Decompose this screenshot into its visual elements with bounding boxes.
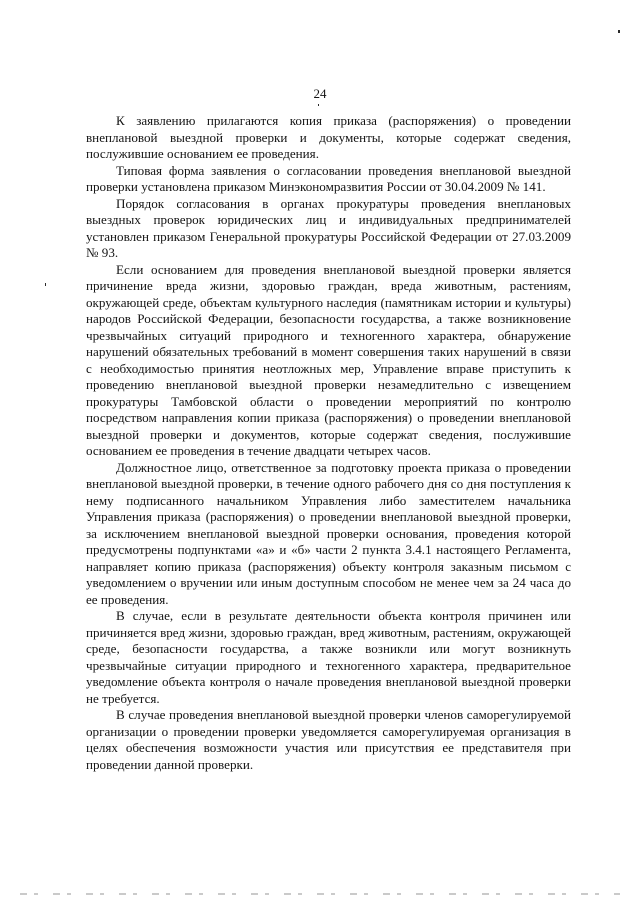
scan-speck xyxy=(318,104,319,106)
paragraph-approval-procedure: Порядок согласования в органах прокуратуры проведения внеплановых выездных проверок юридических лиц и индивидуальных предпринимателей установлен приказом Генеральной прокуратуры Российской Федерации от 27.03.2009 № 93. xyxy=(86,195,571,260)
scan-speck xyxy=(618,30,620,33)
paragraph-no-notice-required: В случае, если в результате деятельности объекта контроля причинен или причиняется вред жизни, здоровью граждан, вред животным, растениям, окружающей среде, безопасности государства, а также возникли или могут возникнуть чрезвычайные ситуации природного и техногенного характера, предварительное уведомление объекта контроля о начале проведения внеплановой выездной проверки не требуется. xyxy=(86,608,571,706)
scan-bottom-edge xyxy=(20,893,620,895)
paragraph-standard-form: Типовая форма заявления о согласовании проведения внеплановой выездной проверки установлена приказом Минэкономразвития России от 30.04.2009 № 141. xyxy=(86,162,571,194)
document-body xyxy=(86,113,571,773)
paragraph-attachments: К заявлению прилагаются копия приказа (распоряжения) о проведении внеплановой выездной проверки и документы, которые содержат сведения, послужившие основанием ее проведения. xyxy=(86,113,571,161)
paragraph-urgent-inspection: Если основанием для проведения внеплановой выездной проверки является причинение вреда жизни, здоровью граждан, вреда животным, растениям, окружающей среде, объектам культурного наследия (памятникам истории и культуры) народов Российской Федерации, безопасности государства, а также возникновение чрезвычайных ситуаций природного и техногенного характера, обнаружение нарушений обязательных требований в момент совершения таких нарушений в связи с необходимостью принятия неотложных мер, Управление вправе приступить к проведению внеплановой выездной проверки незамедлительно с извещением прокуратуры Тамбовской области о проведении мероприятий по контролю посредством направления копии приказа (распоряжения) о проведении внеплановой выездной проверки и документов, которые содержат сведения, послужившие основанием ее проведения в течение двадцати четырех часов. xyxy=(86,261,571,458)
paragraph-notification-duty: Должностное лицо, ответственное за подготовку проекта приказа о проведении внеплановой выездной проверки, в течение одного рабочего дня со дня поступления к нему подписанного начальником Управления либо заместителем начальника Управления приказа (распоряжения) о проведении внеплановой выездной проверки, за исключением внеплановой выездной проверки основания, проведения которой предусмотрены подпунктами «а» и «б» части 2 пункта 3.4.1 настоящего Регламента, направляет копию приказа (распоряжения) объекту контроля заказным письмом с уведомлением о вручении или иным доступным способом не менее чем за 24 часа до ее проведения. xyxy=(86,459,571,607)
paragraph-sro-notification: В случае проведения внеплановой выездной проверки членов саморегулируемой организации о проведении проверки уведомляется саморегулируемая организация в целях обеспечения возможности участия или присутствия ее представителя при проведении данной проверки. xyxy=(86,707,571,772)
scan-speck xyxy=(45,283,46,286)
page-number: 24 xyxy=(313,86,327,101)
